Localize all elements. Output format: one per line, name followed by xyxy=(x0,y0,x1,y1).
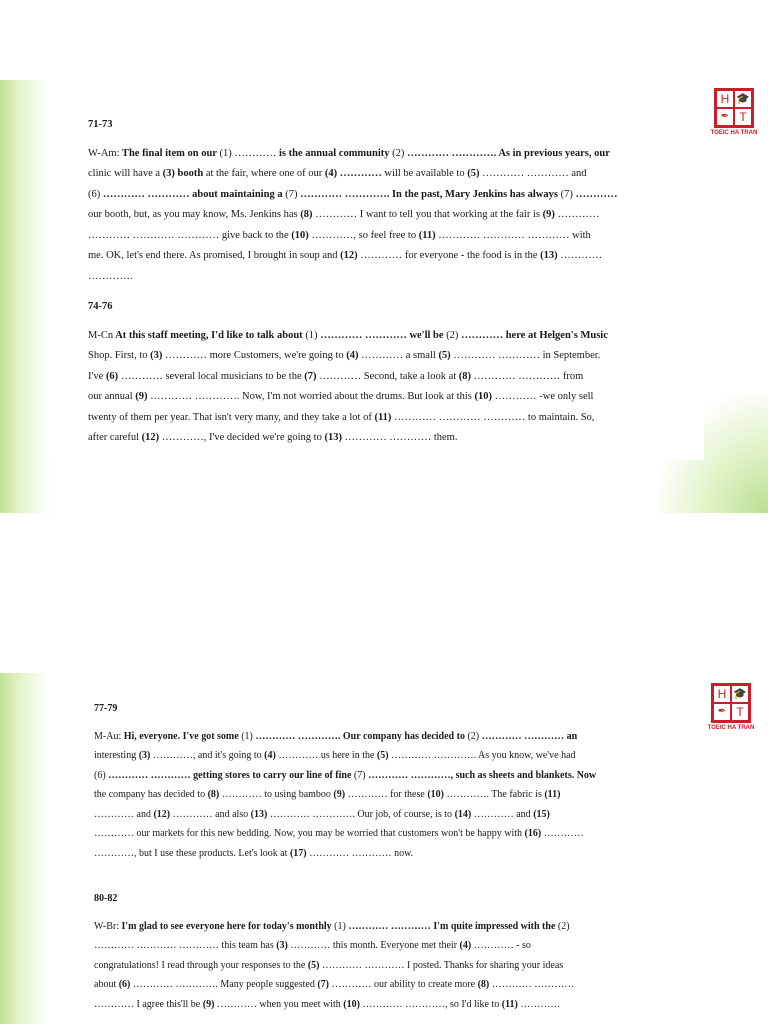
text-segment: …………, I've decided we're going to xyxy=(159,432,325,443)
text-segment: ………… and xyxy=(471,808,534,820)
blank-number: (15) xyxy=(533,808,550,820)
text-line xyxy=(88,326,617,347)
blank-number: (8) xyxy=(207,789,220,800)
text-line xyxy=(94,995,596,1015)
text-segment: ………… and xyxy=(94,808,154,820)
text-line xyxy=(94,936,596,956)
text-segment: me. OK, let's end there. As promised, I brought in soup and xyxy=(88,250,341,261)
blank-number: The final item on our xyxy=(119,147,220,159)
blank-number: ………… ………… about maintaining a xyxy=(100,188,286,200)
text-segment: (2) xyxy=(392,147,405,159)
blank-number: (9) xyxy=(333,789,346,800)
text-segment: I've xyxy=(88,370,106,382)
text-segment: will be available to xyxy=(381,168,468,179)
blank-number: ………… …………. In the past, Mary Jenkins has always xyxy=(297,188,561,200)
text-segment: ………… more Customers, we're going to xyxy=(162,350,347,361)
text-segment: ………… us here in the xyxy=(275,750,377,761)
text-segment: ………… xyxy=(557,250,603,261)
section-74-76 xyxy=(88,297,617,449)
section-paragraph xyxy=(94,917,596,1015)
blank-number: (3) xyxy=(138,750,151,761)
blank-number: ………… ………… I'm quite impressed with the xyxy=(345,920,558,932)
section-heading: 71-73 xyxy=(88,119,113,130)
logo-letter-h: H xyxy=(713,685,731,703)
text-segment: …………, and it's going to xyxy=(150,750,265,761)
text-segment: (1) xyxy=(305,329,318,341)
blank-number: (12) xyxy=(153,808,171,820)
text-segment: ………… ………… from xyxy=(471,370,584,382)
text-segment: ………… our ability to create more xyxy=(329,979,478,990)
blank-number: (12) xyxy=(340,250,358,261)
graduation-cap-icon: 🎓 xyxy=(734,90,752,108)
section-heading: 74-76 xyxy=(88,301,113,312)
section-paragraph xyxy=(88,326,617,449)
text-segment: ………… ………… ………… this team has xyxy=(94,940,277,951)
text-segment: ………… -we only sell xyxy=(491,391,594,402)
section-71-73 xyxy=(88,115,617,287)
text-segment: M-Au: xyxy=(94,730,122,742)
blank-number: ………… …………. As in previous years, our xyxy=(404,147,610,159)
pen-nib-icon: ✒ xyxy=(713,703,731,721)
text-line xyxy=(94,956,596,976)
text-segment: ………… ………… now. xyxy=(306,847,414,859)
text-line xyxy=(94,727,596,747)
text-segment: Shop. First, to xyxy=(88,350,151,361)
blank-number: (11) xyxy=(501,998,518,1010)
slide1-text xyxy=(88,115,617,449)
text-segment: ………… I want to tell you that working at the fair is xyxy=(312,209,543,220)
text-line xyxy=(94,785,596,805)
text-segment: congratulations! I read through your responses to the xyxy=(94,959,308,971)
text-line xyxy=(88,164,617,185)
text-line xyxy=(94,844,596,864)
blank-number: (10) xyxy=(427,789,444,800)
text-line xyxy=(88,408,617,429)
logo-letter-t: T xyxy=(734,108,752,126)
slide-77-82 xyxy=(0,673,768,1024)
text-segment: (6) xyxy=(94,769,106,781)
text-line xyxy=(88,144,617,165)
blank-number: (4) xyxy=(264,750,276,761)
text-segment: …………. xyxy=(88,270,133,282)
text-segment: ………… a small xyxy=(358,350,439,361)
text-segment: (7) xyxy=(285,188,298,200)
text-segment: ………… when you meet with xyxy=(214,998,344,1010)
text-segment: ………… ………… ………… give back to the xyxy=(88,229,292,241)
blank-number: (5) xyxy=(438,350,451,361)
text-segment: ………… xyxy=(554,209,600,220)
blank-number: (10) xyxy=(291,229,309,241)
blank-number: (8) xyxy=(477,979,490,990)
logo-letter-h: H xyxy=(716,90,734,108)
blank-number: ………… ………… getting stores to carry our line of fine xyxy=(105,769,354,781)
text-segment: ………… ………… and xyxy=(479,168,587,179)
text-segment: the company has decided to xyxy=(94,789,208,800)
text-line xyxy=(88,205,617,226)
text-segment: (1) xyxy=(334,920,346,932)
blank-number: (8) xyxy=(300,209,313,220)
text-segment: ………… …………. Many people suggested xyxy=(130,979,318,990)
text-segment: (7) xyxy=(560,188,573,200)
blank-number: (5) xyxy=(467,168,480,179)
section-77-79 xyxy=(94,699,596,863)
text-segment: (2) xyxy=(557,920,570,932)
text-segment: ………… xyxy=(541,828,584,839)
text-segment: ………… ………… xyxy=(489,979,575,990)
blank-number: (7) xyxy=(317,979,329,990)
text-segment: interesting xyxy=(94,750,139,761)
section-heading: 80-82 xyxy=(94,893,118,904)
text-line xyxy=(88,346,617,367)
text-line xyxy=(94,805,596,825)
text-segment: …………, so feel free to xyxy=(308,229,419,241)
text-line xyxy=(88,185,617,206)
blank-number: (7) xyxy=(304,370,317,382)
blank-number: (9) xyxy=(135,391,148,402)
text-segment: (1) ………… xyxy=(219,147,277,159)
text-segment: twenty of them per year. That isn't very many, and they take a lot of xyxy=(88,411,375,423)
section-heading: 77-79 xyxy=(94,703,118,714)
text-line xyxy=(88,428,617,449)
logo-mark xyxy=(714,88,754,128)
blank-number: (11) xyxy=(418,229,436,241)
section-80-82 xyxy=(94,889,596,1014)
text-segment: ………… I agree this'll be xyxy=(94,998,203,1010)
text-segment: …………. The fabric is xyxy=(443,789,545,800)
blank-number: Hi, everyone. I've got some xyxy=(121,730,242,742)
text-segment: ………… ………… ………… to maintain. So, xyxy=(391,411,595,423)
logo-mark xyxy=(711,683,751,723)
blank-number: (16) xyxy=(524,828,542,839)
blank-number: (11) xyxy=(374,411,392,423)
text-segment: (1) xyxy=(241,730,253,742)
text-segment: ………… several local musicians to be the xyxy=(118,370,305,382)
slide2-text xyxy=(94,699,596,1014)
blank-number: (13) xyxy=(324,432,342,443)
text-line xyxy=(88,226,617,247)
blank-number: ………… …………, such as sheets and blankets. Now xyxy=(365,769,597,781)
text-segment: (2) xyxy=(467,730,480,742)
text-line xyxy=(94,824,596,844)
text-segment: ………… xyxy=(517,998,561,1010)
text-segment: W-Br: xyxy=(94,920,119,932)
text-line xyxy=(88,367,617,388)
blank-number: ………… here at Helgen's Music xyxy=(458,329,608,341)
blank-number: (4) xyxy=(346,350,359,361)
text-segment: about xyxy=(94,979,119,990)
text-segment: ………… Second, take a look at xyxy=(316,370,459,382)
blank-number: (4) xyxy=(459,940,472,951)
blank-number: (13) xyxy=(250,808,268,820)
text-segment: M-Cn xyxy=(88,329,114,341)
blank-number: (4) ………… xyxy=(324,168,382,179)
toeic-logo xyxy=(709,88,759,136)
blank-number: (9) xyxy=(202,998,215,1010)
logo-name: TOEIC HA TRAN xyxy=(710,130,758,136)
text-segment: ………… ………… them. xyxy=(341,432,458,443)
blank-number: (3) xyxy=(150,350,163,361)
text-segment: at the fair, where one of our xyxy=(203,168,325,179)
text-line xyxy=(94,917,596,937)
blank-number: ………… ………… we'll be xyxy=(317,329,447,341)
blank-number: (17) xyxy=(289,847,307,859)
text-line xyxy=(88,267,617,288)
blank-number: ………… …………. Our company has decided to xyxy=(252,730,468,742)
text-segment: ………… this month. Everyone met their xyxy=(287,940,460,951)
text-segment: ………… ………… ………… with xyxy=(435,229,591,241)
text-segment: (2) xyxy=(446,329,459,341)
text-segment: ………… …………, so I'd like to xyxy=(359,998,502,1010)
text-segment: ………… our markets for this new bedding. Now, you may be worried that customers won't be happy with xyxy=(94,828,525,839)
text-segment: ………… …………. Our job, of course, is to xyxy=(267,808,455,820)
text-line xyxy=(94,766,596,786)
toeic-logo xyxy=(706,683,756,731)
section-paragraph xyxy=(94,727,596,864)
text-segment: ………… for these xyxy=(345,789,428,800)
blank-number: (10) xyxy=(474,391,492,402)
text-segment: after careful xyxy=(88,432,142,443)
blank-number: I'm glad to see everyone here for today's monthly xyxy=(119,920,335,932)
text-segment: ………… and also xyxy=(170,808,251,820)
blank-number: (5) xyxy=(307,959,320,971)
text-segment: ………… to using bamboo xyxy=(219,789,334,800)
blank-number: (12) xyxy=(141,432,160,443)
blank-number: (3) xyxy=(276,940,288,951)
text-segment: ………… …………. As you know, we've had xyxy=(388,750,576,761)
text-segment: ………… …………. Now, I'm not worried about the drums. But look at this xyxy=(147,391,475,402)
text-segment: (7) xyxy=(353,769,366,781)
text-segment: clinic will have a xyxy=(88,168,163,179)
blank-number: ………… ………… an xyxy=(479,730,578,742)
text-line xyxy=(88,387,617,408)
blank-number: (13) xyxy=(540,250,558,261)
blank-number: (6) xyxy=(105,370,119,382)
logo-name: TOEIC HA TRAN xyxy=(707,725,755,731)
blank-number: is the annual community xyxy=(276,147,393,159)
text-line xyxy=(94,746,596,766)
blank-number: (10) xyxy=(343,998,360,1010)
text-segment: ………… - so xyxy=(471,940,531,951)
logo-letter-t: T xyxy=(731,703,749,721)
text-segment: ………… for everyone - the food is in the xyxy=(357,250,541,261)
blank-number: (5) xyxy=(376,750,389,761)
blank-number: (14) xyxy=(454,808,472,820)
text-segment: …………, but I use these products. Let's look at xyxy=(94,847,290,859)
blank-number: (11) xyxy=(544,789,561,800)
section-paragraph xyxy=(88,144,617,288)
pen-nib-icon: ✒ xyxy=(716,108,734,126)
text-segment: W-Am: xyxy=(88,147,120,159)
blank-number: At this staff meeting, I'd like to talk about xyxy=(113,329,306,341)
text-segment: ………… ………… in September. xyxy=(450,350,601,361)
text-segment: our booth, but, as you may know, Ms. Jenkins has xyxy=(88,209,301,220)
text-segment: our annual xyxy=(88,391,136,402)
blank-number: (9) xyxy=(542,209,555,220)
text-segment: (6) xyxy=(88,188,101,200)
slide-71-76 xyxy=(0,80,768,513)
blank-number: (8) xyxy=(458,370,472,382)
blank-number: (6) xyxy=(118,979,131,990)
text-line xyxy=(94,975,596,995)
blank-number: ………… xyxy=(572,188,618,200)
text-line xyxy=(88,246,617,267)
text-segment: ………… ………… I posted. Thanks for sharing your ideas xyxy=(319,959,564,971)
blank-number: (3) booth xyxy=(162,168,204,179)
graduation-cap-icon: 🎓 xyxy=(731,685,749,703)
